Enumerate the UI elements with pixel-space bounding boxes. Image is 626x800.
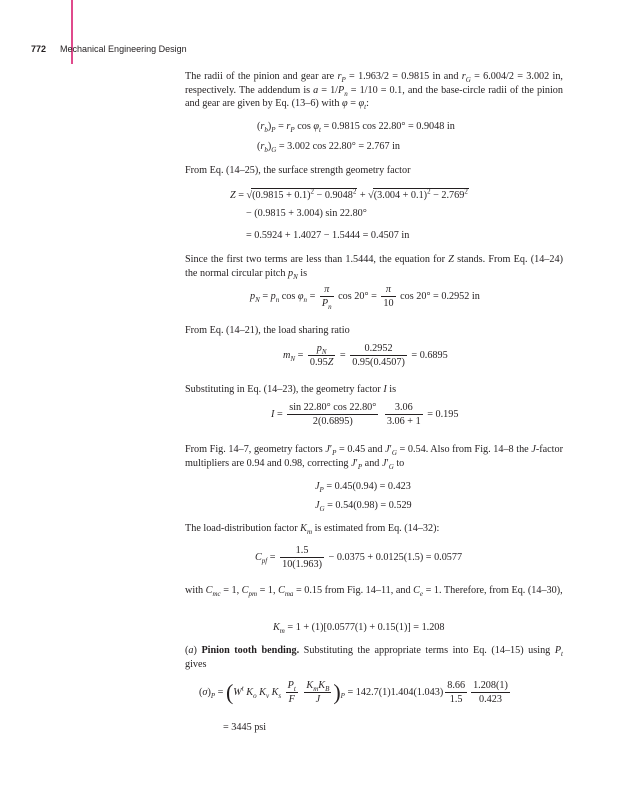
paragraph-geometry-factor: Substituting in Eq. (14–23), the geometry factor I is — [185, 384, 397, 395]
paragraph-cmc: with $C_{mc} = 1$, $C_{pm} = 1$, $C_{ma} = 0.15$ from Fig. 14–11, and $C_e = 1$. Therefore, from Eq. (14–30), — [185, 585, 563, 599]
equation-JG: $J_G = 0.54(0.98) = 0.529$ — [315, 500, 412, 514]
paragraph-load-sharing: From Eq. (14–21), the load sharing ratio — [185, 325, 350, 336]
equation-z-line1: $Z = √(0.9815 + 0.1)^2 - 0.9048^2 + √(3.004 + 0.1)^2 - 2.769^2$ — [230, 187, 468, 201]
equation-rb-pinion: $(r_b)_P = r_P$ $\cos \varphi_t = 0.9815$ cos 22.80° = 0.9048 in — [257, 121, 455, 135]
equation-z-line3: = 0.5924 + 1.4027 − 1.5444 = 0.4507 in — [246, 230, 410, 241]
paragraph-surface-factor: From Eq. (14–25), the surface strength geometry factor — [185, 165, 411, 176]
equation-JP: $J_P = 0.45(0.94) = 0.423$ — [315, 481, 411, 495]
margin-rule — [71, 0, 73, 64]
equation-Cpf: $C_{pf}$ = $\frac{1.5}{10(1.963)}$ − 0.0375 + 0.0125(1.5) = 0.0577 — [255, 545, 463, 570]
equation-rb-gear: $(r_b)_G = 3.002$ cos 22.80° = 2.767 in — [257, 141, 401, 155]
equation-Km: $K_m = 1 + (1)[0.0577(1) + 0.15(1)] = 1.208$ — [273, 622, 445, 636]
equation-mN: $m_N$ = $\frac{p_N}{0.95Z}$ = $\frac{0.2952}{0.95(0.4507)}$ = 0.6895 — [283, 343, 448, 368]
paragraph-radii: The radii of the pinion and gear are $r_P = 1.963/2 = 0.9815$ in and $r_G = 6.004/2 = 3.002$ in, respectively. The addendum is $a = 1/P_n = 1/10 = 0.1$, and the base-circle radii of the pinion and gear are given by Eq. (13–6) with $\varphi = \varphi_t$: — [185, 71, 563, 112]
paragraph-normal-pitch: Since the first two terms are less than 1.5444, the equation for Z stands. From Eq. (14–24) the normal circular pitch $p_N$ is — [185, 254, 563, 281]
equation-sigma-pinion: $(\sigma)_P = (W^t$ $K_o$ $K_v$ $K_s$ $\frac{P_t}{F}$ $\frac{K_mK_B}{J}$ )$_P = 142.7(1)1.404(1.043)$ $\frac{8.66}{1.5}$ $\frac{1.208(1)}{0.423}$ — [199, 679, 508, 705]
running-header — [31, 44, 187, 54]
paragraph-pinion-bending: (a) Pinion tooth bending. Substituting the appropriate terms into Eq. (14–15) using $P_t$ gives — [185, 645, 563, 670]
page-number: 772 — [31, 44, 47, 54]
paragraph-load-distribution: The load-distribution factor $K_m$ is estimated from Eq. (14–32): — [185, 523, 440, 537]
equation-z-line2: − (0.9815 + 3.004) sin 22.80° — [246, 208, 367, 219]
paragraph-j-factors: From Fig. 14–7, geometry factors $J'_P = 0.45$ and $J'_G = 0.54$. Also from Fig. 14–8 the J-factor multipliers are 0.94 and 0.98, correcting $J'_P$ and $J'_G$ to — [185, 444, 563, 471]
equation-I: I = $\frac{\sin 22.80^\circ \cos 22.80^\circ}{2(0.6895)}$ $\frac{3.06}{3.06 + 1}$ = 0.195 — [271, 402, 459, 427]
equation-sigma-result: = 3445 psi — [223, 722, 267, 733]
running-title: Mechanical Engineering Design — [60, 44, 187, 54]
equation-pN: $p_N = p_n$ $\cos \varphi_n$ = $\frac{\pi}{P_n}$ cos 20° = $\frac{\pi}{10}$ cos 20° = 0.2952 in — [250, 284, 480, 312]
